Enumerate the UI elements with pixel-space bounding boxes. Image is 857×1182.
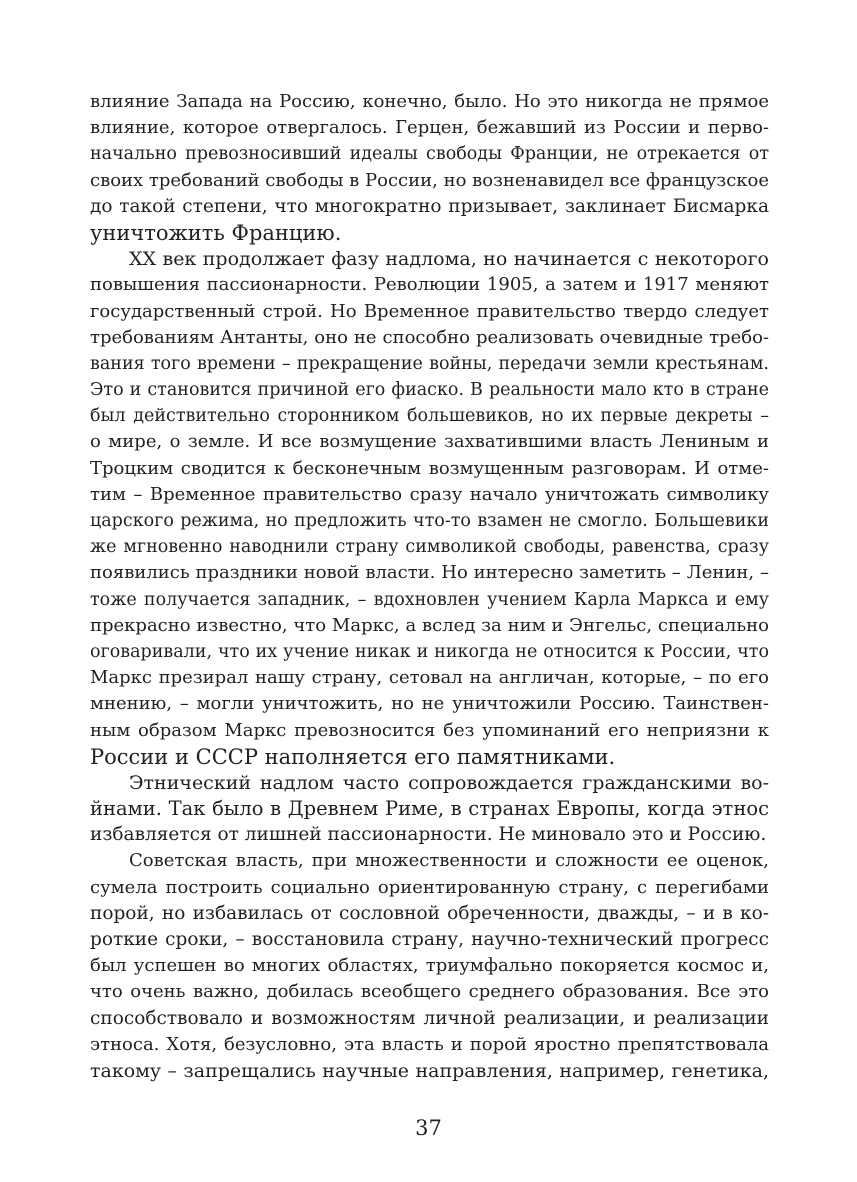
text-line: этноса. Хотя, безусловно, эта власть и порой яростно препятствовала xyxy=(90,1033,769,1055)
text-line: был успешен во многих областях, триумфально покоряется космос и, xyxy=(90,955,769,977)
text-line: сумела построить социально ориентированную страну, с перегибами xyxy=(90,876,769,898)
text-line: прекрасно известно, что Маркс, а вслед за ним и Энгельс, специально xyxy=(90,614,769,636)
text-line: уничтожить Францию. xyxy=(90,220,342,245)
text-line: России и СССР наполняется его памятниками. xyxy=(90,744,616,769)
paragraph xyxy=(90,848,769,1084)
text-line: влияние, которое отвергалось. Герцен, бежавший из России и перво- xyxy=(90,117,769,139)
text-line: государственный строй. Но Временное правительство твердо следует xyxy=(90,300,769,322)
text-line: йнами. Так было в Древнем Риме, в странах Европы, когда этнос xyxy=(90,797,769,821)
text-line: Троцким сводится к бесконечным возмущенным разговорам. И отме- xyxy=(90,457,769,479)
text-line: мнению, – могли уничтожить, но не уничтожили Россию. Таинствен- xyxy=(90,693,769,715)
text-line: до такой степени, что многократно призывает, заклинает Бисмарка xyxy=(90,195,769,217)
text-line: был действительно сторонником большевиков, но их первые декреты – xyxy=(90,406,769,427)
text-line: вания того времени – прекращение войны, передачи земли крестьянам. xyxy=(90,353,769,374)
text-line: своих требований свободы в России, но возненавидел все французское xyxy=(90,169,770,191)
text-line: влияние Запада на Россию, конечно, было. Но это никогда не прямое xyxy=(90,91,769,112)
paragraph xyxy=(90,770,769,849)
text-line: способствовало и возможностям личной реализации, и реализации xyxy=(90,1007,769,1029)
text-line: роткие сроки, – восстановила страну, научно-технический прогресс xyxy=(90,929,769,950)
text-line: требованиям Антанты, оно не способно реализовать очевидные требо- xyxy=(90,326,769,348)
paragraph xyxy=(90,246,769,770)
text-line: порой, но избавилась от сословной обреченности, дважды, – и в ко- xyxy=(90,902,769,924)
text-line: тоже получается западник, – вдохновлен учением Карла Маркса и ему xyxy=(90,589,769,610)
text-line: XX век продолжает фазу надлома, но начинается с некоторого xyxy=(129,248,769,271)
text-line: повышения пассионарности. Революции 1905, а затем и 1917 меняют xyxy=(90,274,769,296)
text-line: о мире, о земле. И все возмущение захватившими власть Лениным и xyxy=(90,431,769,453)
text-line: царского режима, но предложить что-то взамен не смогло. Большевики xyxy=(90,511,769,531)
text-line: что очень важно, добилась всеобщего среднего образования. Все это xyxy=(90,981,769,1003)
text-line: же мгновенно наводнили страну символикой свободы, равенства, сразу xyxy=(90,537,769,558)
paragraph xyxy=(90,89,769,246)
text-line: Это и становится причиной его фиаско. В реальности мало кто в стране xyxy=(90,380,769,401)
text-line: такому – запрещались научные направления, например, генетика, xyxy=(90,1059,769,1082)
text-line: Этнический надлом часто сопровождается гражданскими во- xyxy=(129,771,769,794)
body-text xyxy=(90,89,769,1084)
text-line: Маркс презирал нашу страну, сетовал на англичан, которые, – по его xyxy=(90,667,769,689)
text-line: тим – Временное правительство сразу начало уничтожать символику xyxy=(90,483,769,505)
text-line: появились праздники новой власти. Но интересно заметить – Ленин, – xyxy=(90,562,769,584)
text-line: ным образом Маркс превозносится без упоминаний его неприязни к xyxy=(90,719,769,741)
text-line: Советская власть, при множественности и сложности ее оценок, xyxy=(129,850,769,872)
text-line: избавляется от лишней пассионарности. Не миновало это и Россию. xyxy=(90,824,767,846)
text-line: оговаривали, что их учение никак и никогда не относится к России, что xyxy=(90,641,769,662)
page-number: 37 xyxy=(415,1116,442,1140)
text-line: начально превозносивший идеалы свободы Франции, не отрекается от xyxy=(90,144,769,165)
